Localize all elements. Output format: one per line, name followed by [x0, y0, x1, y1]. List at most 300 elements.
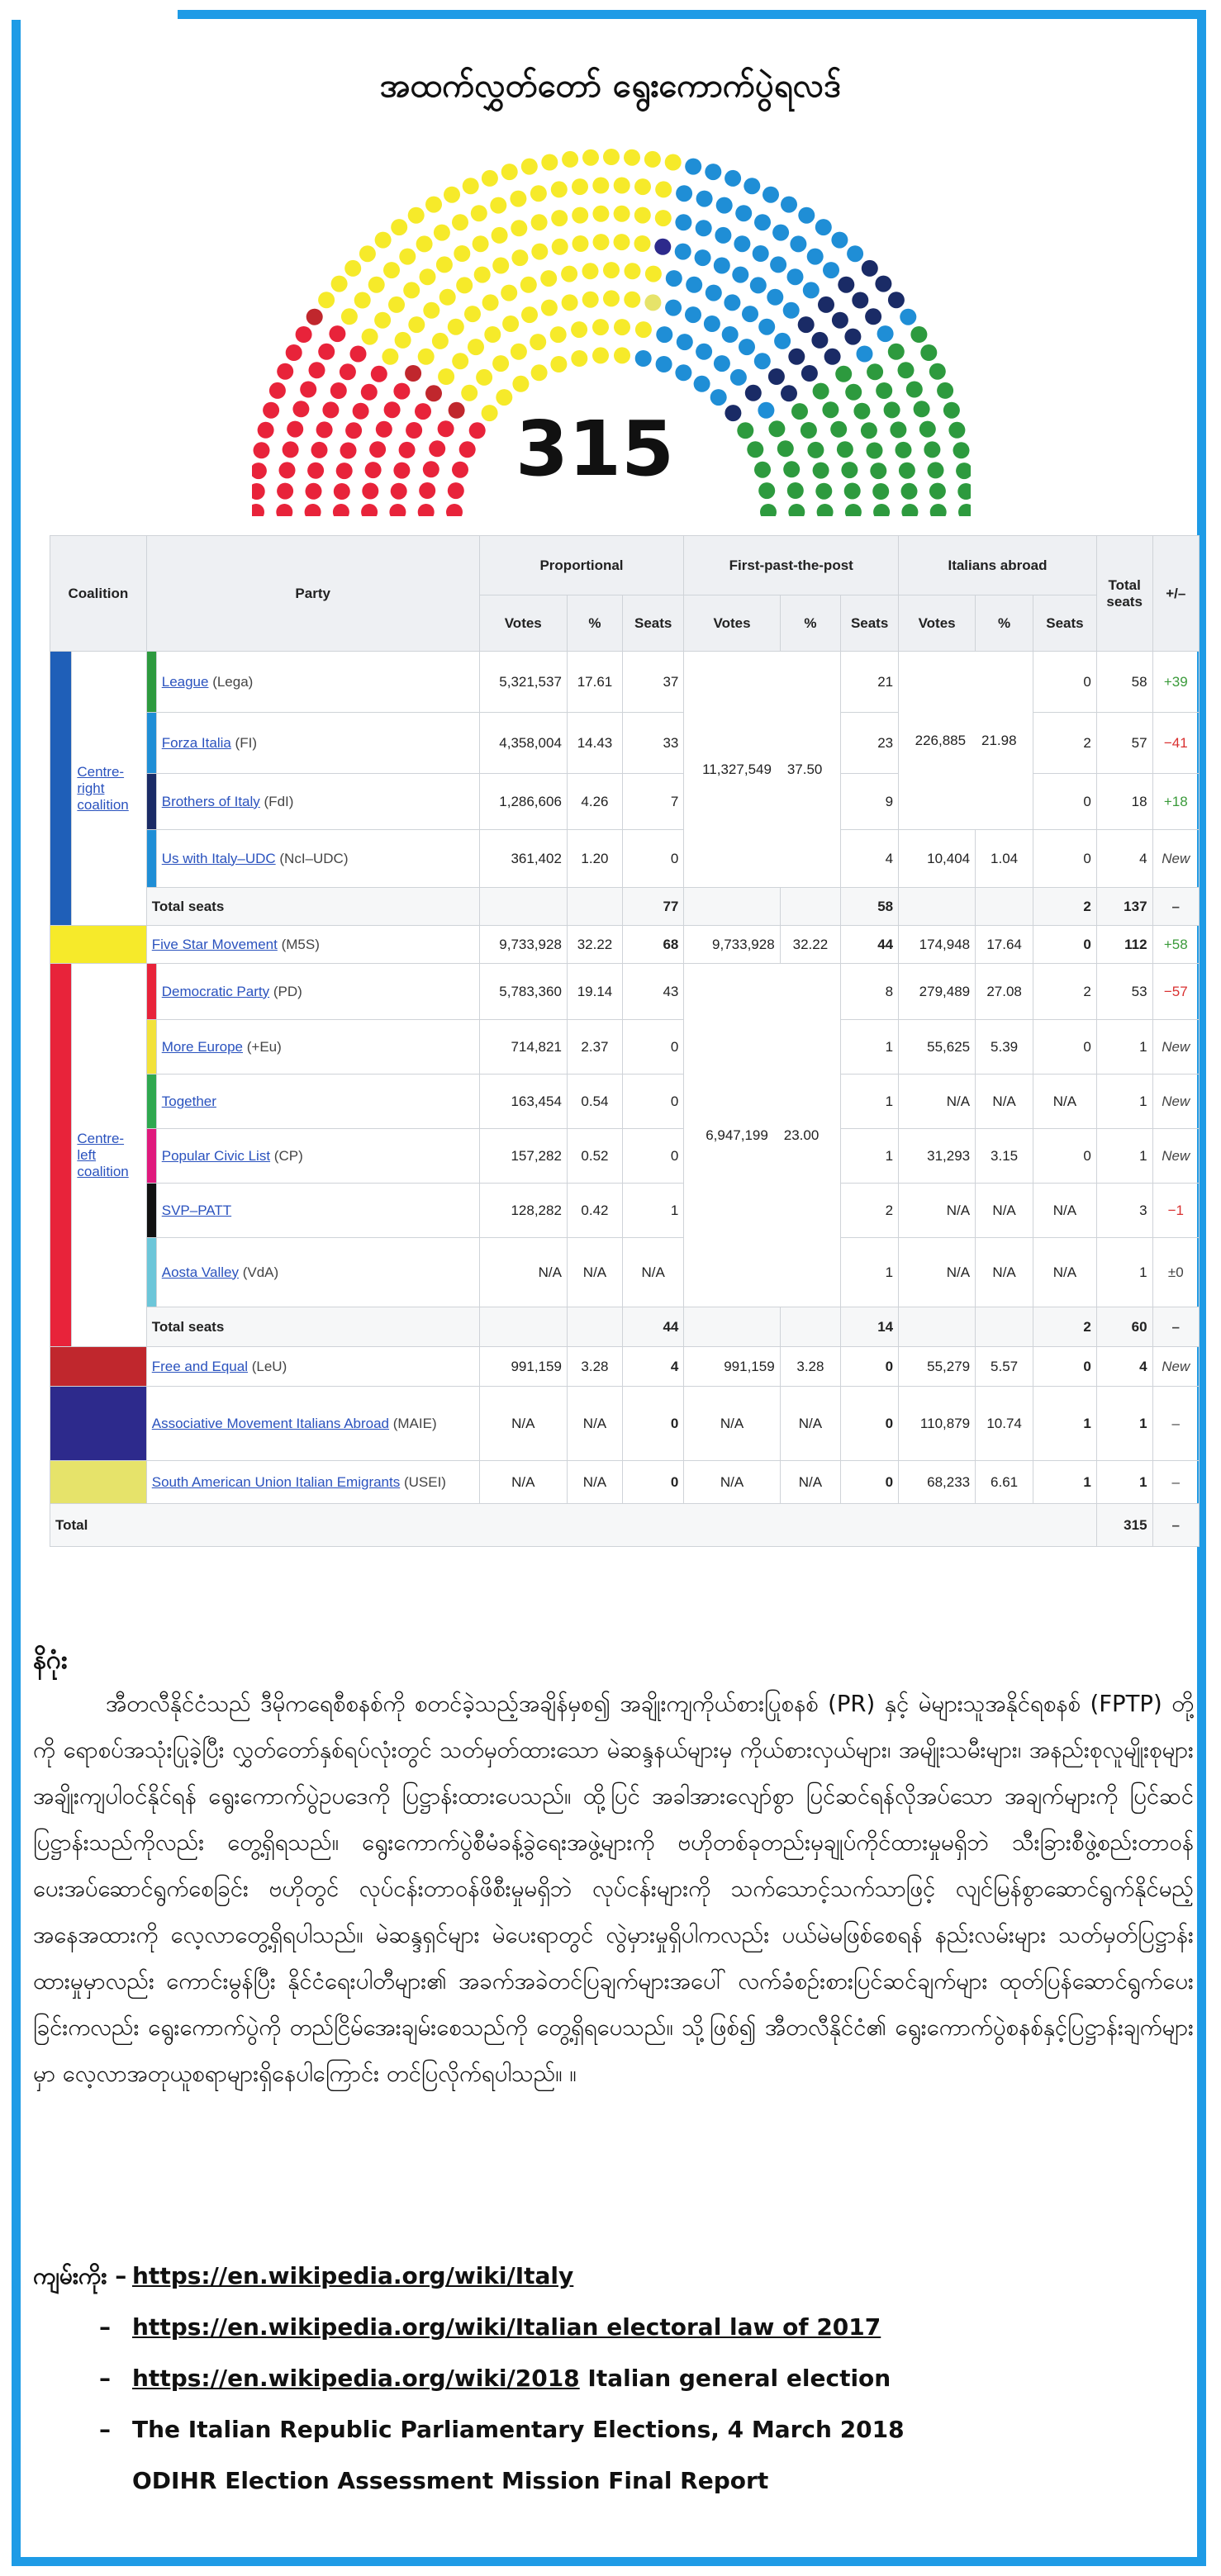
- cell: 4,358,004: [479, 713, 567, 774]
- cell: 0: [1033, 1347, 1097, 1387]
- seat-dot: [948, 422, 965, 439]
- seat-dot: [677, 334, 693, 350]
- seat-dot: [831, 232, 848, 249]
- party-name[interactable]: Brothers of Italy (FdI): [156, 774, 479, 830]
- seat-dot: [614, 319, 630, 335]
- seat-dot: [888, 344, 905, 360]
- cell: New: [1152, 1020, 1199, 1075]
- party-name[interactable]: Together: [156, 1075, 479, 1129]
- seat-dot: [898, 362, 915, 378]
- header-seats: Seats: [841, 595, 899, 652]
- seat-dot: [832, 312, 848, 329]
- seat-dot: [665, 300, 682, 316]
- seat-dot: [930, 504, 947, 516]
- seat-dot: [511, 249, 528, 266]
- seat-dot: [710, 389, 727, 406]
- party-swatch: [146, 1075, 156, 1129]
- cell: N/A: [976, 1184, 1033, 1238]
- cell: 19.14: [567, 964, 622, 1020]
- seat-dot: [873, 504, 890, 516]
- seat-dot: [359, 245, 376, 262]
- header-abroad: Italians abroad: [899, 536, 1097, 595]
- coalition-name[interactable]: Centre-right coalition: [72, 652, 146, 926]
- cell: N/A: [780, 1387, 840, 1461]
- seat-dot: [656, 326, 672, 343]
- cell: 55,279: [899, 1347, 976, 1387]
- seat-dot: [899, 463, 915, 479]
- header-votes: Votes: [479, 595, 567, 652]
- party-swatch: [146, 1020, 156, 1075]
- cell: 137: [1096, 888, 1152, 926]
- seat-dot: [376, 421, 392, 438]
- seat-dot: [768, 368, 785, 385]
- seat-dot: [725, 170, 741, 187]
- seat-dot: [408, 207, 425, 224]
- cell: 1: [841, 1129, 899, 1184]
- cell: 7: [623, 774, 684, 830]
- seat-dot: [551, 181, 568, 197]
- reference-link[interactable]: https://en.wikipedia.org/wiki/2018 Italian general election: [132, 2365, 891, 2392]
- seat-dot: [345, 422, 362, 439]
- party-name[interactable]: Five Star Movement (M5S): [146, 926, 479, 964]
- seat-dot: [452, 353, 468, 369]
- seat-dot: [362, 483, 378, 500]
- seat-dot: [393, 383, 410, 400]
- seat-dot: [418, 349, 435, 365]
- seat-dot: [571, 350, 587, 367]
- party-name[interactable]: SVP–PATT: [156, 1184, 479, 1238]
- seat-dot: [852, 292, 868, 309]
- seat-dot: [416, 235, 433, 252]
- seat-dot: [803, 282, 820, 298]
- cell: ±0: [1152, 1238, 1199, 1307]
- seat-dot: [287, 421, 303, 438]
- party-swatch: [146, 713, 156, 774]
- cell: 2: [1033, 888, 1097, 926]
- table-row: [50, 1020, 1200, 1075]
- cell: 991,159: [684, 1347, 780, 1387]
- seat-dot: [582, 263, 599, 279]
- cell: 3.28: [780, 1347, 840, 1387]
- seat-dot: [252, 463, 267, 479]
- seat-dot: [837, 441, 853, 458]
- seat-dot: [300, 382, 316, 398]
- seat-dot: [361, 384, 378, 401]
- seat-dot: [666, 270, 682, 287]
- seat-dot: [571, 321, 587, 338]
- seat-dot: [511, 344, 527, 360]
- seat-dot: [732, 267, 748, 283]
- seat-dot: [439, 289, 456, 306]
- seat-dot: [438, 420, 454, 437]
- seat-dot: [496, 389, 512, 406]
- cell: −41: [1152, 713, 1199, 774]
- seat-dot: [624, 149, 640, 166]
- cell: 33: [623, 713, 684, 774]
- cell: 0: [1033, 926, 1097, 964]
- cell: New: [1152, 1075, 1199, 1129]
- cell: 279,489: [899, 964, 976, 1020]
- party-name[interactable]: Aosta Valley (VdA): [156, 1238, 479, 1307]
- cell: 2: [1033, 964, 1097, 1020]
- cell: 0: [623, 1387, 684, 1461]
- seat-dot: [845, 384, 862, 401]
- seat-dot: [686, 277, 702, 293]
- cell: 9,733,928: [479, 926, 567, 964]
- seat-dot: [714, 258, 730, 274]
- cell: 0: [623, 830, 684, 888]
- seat-dot: [890, 421, 906, 438]
- cell: 174,948: [899, 926, 976, 964]
- seat-dot: [929, 363, 946, 380]
- seat-dot: [888, 292, 905, 308]
- cell: 68,233: [899, 1461, 976, 1504]
- seat-dot: [914, 401, 930, 417]
- seat-dot: [861, 422, 877, 439]
- cell: –: [1152, 888, 1199, 926]
- seat-dot: [853, 403, 870, 420]
- seat-dot: [920, 344, 937, 361]
- cell: 3: [1096, 1184, 1152, 1238]
- seat-dot: [322, 401, 339, 418]
- seat-dot: [645, 266, 662, 282]
- cell: N/A: [567, 1238, 622, 1307]
- party-name[interactable]: League (Lega): [156, 652, 479, 713]
- seat-dot: [418, 504, 435, 516]
- seat-dot: [471, 205, 487, 221]
- cell: N/A: [623, 1238, 684, 1307]
- seat-dot: [541, 154, 558, 171]
- seat-dot: [562, 151, 578, 168]
- seat-dot: [937, 382, 953, 399]
- seat-dot: [801, 422, 817, 439]
- fptp-merged: 6,947,199 23.00: [684, 964, 841, 1307]
- references-section: [33, 2251, 1173, 2507]
- cell: −57: [1152, 964, 1199, 1020]
- seat-dot: [316, 421, 333, 438]
- seat-dot: [419, 482, 435, 499]
- seat-dot: [429, 440, 445, 457]
- party-swatch: [146, 1129, 156, 1184]
- seat-dot: [306, 483, 322, 500]
- seat-dot: [582, 292, 599, 308]
- party-name[interactable]: Associative Movement Italians Abroad (MAIE): [146, 1387, 479, 1461]
- cell: N/A: [479, 1238, 567, 1307]
- seat-dot: [365, 462, 382, 478]
- seat-dot: [384, 401, 401, 418]
- cell: –: [1152, 1307, 1199, 1347]
- seat-dot: [744, 178, 760, 194]
- page-title: အထက်လွှတ်တော် ရွေးကောက်ပွဲရလဒ်: [379, 67, 842, 105]
- seat-dot: [730, 369, 747, 386]
- seat-dot: [770, 256, 786, 273]
- coalition-swatch: [50, 964, 72, 1347]
- cell: 4: [841, 830, 899, 888]
- cell: 77: [623, 888, 684, 926]
- cell: –: [1152, 1387, 1199, 1461]
- table-row: [50, 1347, 1200, 1387]
- seat-dot: [415, 403, 431, 420]
- cell: N/A: [567, 1387, 622, 1461]
- seat-dot: [737, 422, 753, 439]
- seat-dot: [841, 462, 858, 478]
- party-name[interactable]: Forza Italia (FI): [156, 713, 479, 774]
- party-name[interactable]: More Europe (+Eu): [156, 1020, 479, 1075]
- seat-dot: [399, 249, 416, 265]
- seat-dot: [501, 285, 517, 301]
- reference-link[interactable]: https://en.wikipedia.org/wiki/Italy: [132, 2262, 574, 2289]
- seat-dot: [582, 149, 599, 166]
- reference-text: ODIHR Election Assessment Mission Final Report: [132, 2467, 769, 2494]
- seat-dot: [375, 232, 392, 249]
- seat-dot: [614, 178, 630, 194]
- seat-dot: [354, 292, 371, 309]
- cell: New: [1152, 1129, 1199, 1184]
- seat-dot: [815, 483, 832, 500]
- seat-dot: [592, 319, 609, 335]
- subtotal-row: [50, 1307, 1200, 1347]
- seat-dot: [592, 206, 609, 222]
- seat-dot: [492, 227, 508, 244]
- seat-dot: [758, 402, 774, 419]
- cell: 0: [623, 1020, 684, 1075]
- seat-dot: [484, 326, 501, 343]
- seat-dot: [876, 382, 892, 399]
- seat-dot: [772, 225, 789, 241]
- cell: 43: [623, 964, 684, 1020]
- coalition-swatch: [50, 1387, 147, 1461]
- seat-dot: [763, 187, 779, 203]
- party-name[interactable]: Democratic Party (PD): [156, 964, 479, 1020]
- seat-dot: [368, 277, 385, 293]
- seat-dot: [635, 350, 652, 367]
- party-name[interactable]: Us with Italy–UDC (NcI–UDC): [156, 830, 479, 888]
- cell: 2: [841, 1184, 899, 1238]
- table-row: [50, 1387, 1200, 1461]
- seat-dot: [330, 382, 347, 399]
- coalition-swatch: [50, 1347, 147, 1387]
- seat-dot: [307, 463, 324, 479]
- cell: N/A: [684, 1461, 780, 1504]
- seat-dot: [391, 483, 407, 500]
- seat-dot: [510, 191, 526, 207]
- seat-dot: [644, 151, 661, 168]
- seat-dot: [425, 385, 442, 401]
- seat-dot: [787, 268, 804, 285]
- cell: 32.22: [780, 926, 840, 964]
- seat-dot: [521, 306, 538, 323]
- seat-dot: [753, 245, 769, 262]
- seat-dot: [334, 483, 350, 500]
- reference-link[interactable]: https://en.wikipedia.org/wiki/Italian electoral law of 2017: [132, 2313, 881, 2341]
- seat-dot: [823, 262, 839, 278]
- cell: 0.54: [567, 1075, 622, 1129]
- cell: 0.52: [567, 1129, 622, 1184]
- seat-dot: [561, 266, 577, 282]
- seat-dot: [614, 347, 630, 363]
- reference-item: [33, 2404, 1173, 2455]
- seat-dot: [943, 402, 960, 419]
- table-row: [50, 830, 1200, 888]
- seat-dot: [957, 483, 971, 500]
- seat-dot: [603, 290, 620, 306]
- seat-dot: [423, 302, 439, 319]
- seat-dot: [562, 294, 578, 311]
- seat-dot: [464, 306, 481, 322]
- seat-dot: [252, 483, 265, 500]
- reference-item: [33, 2251, 1173, 2302]
- seat-dot: [530, 185, 547, 202]
- cell: 58: [841, 888, 899, 926]
- party-name[interactable]: South American Union Italian Emigrants (USEI): [146, 1461, 479, 1504]
- seat-dot: [788, 504, 805, 516]
- seat-dot: [369, 441, 386, 458]
- seat-dot: [521, 159, 538, 175]
- cell: N/A: [899, 1238, 976, 1307]
- party-swatch: [146, 1184, 156, 1238]
- cell: 44: [841, 926, 899, 964]
- seat-dot: [706, 285, 722, 301]
- cell: 157,282: [479, 1129, 567, 1184]
- seat-dot: [865, 308, 881, 325]
- seat-dot: [593, 234, 610, 250]
- seat-dot: [406, 422, 422, 439]
- seat-dot: [735, 205, 752, 221]
- seat-dot: [592, 178, 609, 194]
- seat-dot: [438, 368, 454, 385]
- seat-dot: [463, 178, 479, 194]
- cell: 17.61: [567, 652, 622, 713]
- seat-dot: [490, 197, 506, 214]
- seat-dot: [436, 256, 453, 273]
- seat-dot: [408, 316, 425, 333]
- seat-dot: [388, 297, 405, 313]
- seat-dot: [353, 403, 369, 420]
- seat-dot: [318, 292, 335, 308]
- seat-dot: [877, 325, 894, 342]
- seat-dot: [492, 258, 509, 274]
- seat-dot: [279, 462, 296, 478]
- seat-dot: [425, 197, 442, 213]
- header-coalition: Coalition: [50, 536, 147, 652]
- cell: 21: [841, 652, 899, 713]
- cell: 3.28: [567, 1347, 622, 1387]
- reference-text: The Italian Republic Parliamentary Elections, 4 March 2018: [132, 2416, 905, 2443]
- seat-dot: [906, 382, 923, 398]
- seat-dot: [333, 504, 349, 516]
- cell: 17.64: [976, 926, 1033, 964]
- cell: 3.15: [976, 1129, 1033, 1184]
- seat-dot: [685, 306, 701, 323]
- seat-dot: [371, 366, 387, 382]
- seat-dot: [350, 346, 367, 363]
- cell: N/A: [1033, 1075, 1097, 1129]
- table-row: [50, 1184, 1200, 1238]
- cell: 112: [1096, 926, 1152, 964]
- conclusion-paragraph: အီတလီနိုင်ငံသည် ဒီမိုကရေစီစနစ်ကို စတင်ခဲ့သည့်အချိန်မှစ၍ အချိုးကျကိုယ်စားပြုစနစ် (PR) နှင့် မဲများသူအနိုင်ရစနစ် (FPTP) တို့ကို ရောစပ်အသုံးပြုခဲ့ပြီး လွှတ်တော်နှစ်ရပ်လုံးတွင် သတ်မှတ်ထားသော မဲဆန္ဒနယ်များမှ ကိုယ်စားလှယ်များ၊ အမျိုးသမီးများ၊ အနည်းစုလူမျိုးစုများ အချိုးကျပါဝင်နိုင်ရန် ရွေးကောက်ပွဲဥပဒေကို ပြဋ္ဌာန်းထားပေသည်။ ထို့ပြင် အခါအားလျော်စွာ ပြင်ဆင်ရန်လိုအပ်သော အချက်များကို ပြင်ဆင်ပြဋ္ဌာန်းသည်ကိုလည်း တွေ့ရှိရသည်။ ရွေးကောက်ပွဲစီမံခန့်ခွဲရေးအဖွဲ့များကို ဗဟိုတစ်ခုတည်းမှချုပ်ကိုင်ထားမှုမရှိဘဲ သီးခြားစီဖွဲ့စည်းတာဝန်ပေးအပ်ဆောင်ရွက်စေခြင်း ဗဟိုတွင် လုပ်ငန်းတာဝန်ဖိစီးမှုမရှိဘဲ လုပ်ငန်းများကို သက်သောင့်သက်သာဖြင့် လျင်မြန်စွာဆောင်ရွက်နိုင်မည့် အနေအထားကို လေ့လာတွေ့ရှိရပါသည်။ မဲဆန္ဒရှင်များ မဲပေးရာတွင် လွဲမှားမှုရှိပါကလည်း ပယ်မဲမဖြစ်စေရန် နည်းလမ်းများ သတ်မှတ်ပြဋ္ဌာန်းထားမှုမှာလည်း ကောင်းမွန်ပြီး နိုင်ငံရေးပါတီများ၏ အခက်အခဲတင်ပြချက်များအပေါ် လက်ခံစဉ်းစားပြင်ဆင်ချက်များ ထုတ်ပြန်ဆောင်ရွက်ပေးခြင်းကလည်း ရွေးကောက်ပွဲကို တည်ငြိမ်အေးချမ်းစေသည်ကို တွေ့ရှိရပေသည်။ သို့ဖြစ်၍ အီတလီနိုင်ငံ၏ ရွေးကောက်ပွဲစနစ်နှင့်ပြဋ္ဌာန်းချက်များမှာ လေ့လာအတုယူစရာများရှိနေပါကြောင်း တင်ပြလိုက်ရပါသည်။ ။: [33, 1691, 1194, 2087]
- seat-dot: [403, 282, 420, 298]
- seat-dot: [695, 249, 711, 266]
- cell: N/A: [684, 1387, 780, 1461]
- cell: 1.04: [976, 830, 1033, 888]
- cell: 714,821: [479, 1020, 567, 1075]
- cell: 1: [1096, 1238, 1152, 1307]
- seat-dot: [541, 300, 558, 316]
- seat-dot: [551, 210, 568, 226]
- coalition-swatch: [50, 926, 147, 964]
- seat-dot: [734, 235, 750, 252]
- seat-dot: [374, 312, 391, 329]
- seat-dot: [306, 309, 323, 325]
- seat-dot: [446, 504, 463, 516]
- seat-dot: [722, 326, 739, 343]
- cell: 1: [841, 1238, 899, 1307]
- seat-dot: [444, 187, 460, 203]
- seat-dot: [705, 164, 721, 180]
- seat-dot: [862, 260, 878, 277]
- cell: Total seats: [146, 888, 479, 926]
- seat-dot: [857, 346, 873, 363]
- cell: 5.57: [976, 1347, 1033, 1387]
- cell: 1: [1096, 1129, 1152, 1184]
- table-row: [50, 1075, 1200, 1129]
- cell: 0: [623, 1129, 684, 1184]
- seat-dot: [924, 441, 940, 458]
- cell: 9,733,928: [684, 926, 780, 964]
- party-name[interactable]: Popular Civic List (CP): [156, 1129, 479, 1184]
- coalition-name[interactable]: Centre-left coalition: [72, 964, 146, 1347]
- seat-dot: [329, 325, 345, 342]
- conclusion-heading: နိဂုံး: [33, 1645, 68, 1675]
- seat-dot: [929, 483, 946, 500]
- cell: 0: [841, 1461, 899, 1504]
- total-row: [50, 1504, 1200, 1547]
- seat-dot: [448, 482, 464, 499]
- cell: −1: [1152, 1184, 1199, 1238]
- seat-dot: [318, 344, 335, 360]
- seat-dot: [254, 442, 270, 458]
- seat-dot: [634, 178, 651, 195]
- table-row: [50, 1129, 1200, 1184]
- seat-dot: [252, 504, 264, 516]
- seat-dot: [635, 321, 652, 338]
- cell: N/A: [976, 1075, 1033, 1129]
- seat-dot: [592, 347, 609, 363]
- cell: New: [1152, 830, 1199, 888]
- seat-dot: [511, 220, 527, 236]
- party-name[interactable]: Free and Equal (LeU): [146, 1347, 479, 1387]
- cell: 0: [841, 1347, 899, 1387]
- cell: 10,404: [899, 830, 976, 888]
- seat-dot: [835, 366, 852, 382]
- seat-dot: [953, 442, 970, 458]
- frame-gap: [0, 0, 178, 20]
- seat-dot: [811, 332, 828, 349]
- seat-dot: [391, 219, 407, 235]
- cell: 2: [1033, 713, 1097, 774]
- seat-dot: [277, 483, 293, 500]
- seat-dot: [452, 214, 468, 230]
- abroad-merged: 226,885 21.98: [899, 652, 1033, 830]
- cell: 23: [841, 713, 899, 774]
- cell: 27.08: [976, 964, 1033, 1020]
- coalition-swatch: [50, 1461, 147, 1504]
- cell: 10.74: [976, 1387, 1033, 1461]
- cell: N/A: [567, 1461, 622, 1504]
- seat-dot: [844, 329, 861, 345]
- seat-dot: [296, 326, 312, 343]
- seat-dot: [286, 344, 302, 361]
